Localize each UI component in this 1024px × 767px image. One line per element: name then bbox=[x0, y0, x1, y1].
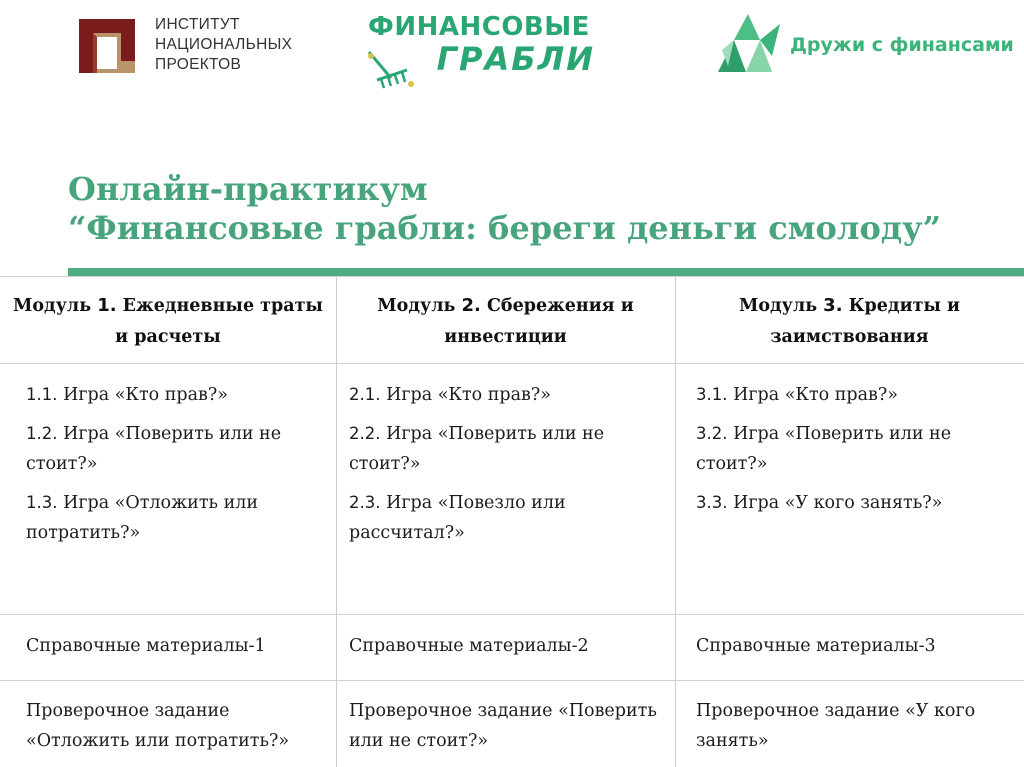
friends-with-finance-emblem-icon bbox=[712, 10, 784, 76]
table-border-top bbox=[0, 276, 1024, 277]
item-number: 2.3. bbox=[349, 493, 381, 512]
module-label: Модуль bbox=[13, 296, 98, 316]
table-border-header bbox=[0, 363, 1024, 364]
fg-logo-line2: ГРАБЛИ bbox=[436, 40, 595, 78]
item-text: Игра «Кто прав?» bbox=[727, 385, 898, 405]
item-number: 3.1. bbox=[696, 385, 728, 404]
module-2-items bbox=[349, 380, 649, 557]
module-label: Модуль bbox=[377, 296, 462, 316]
item-number: 1.1. bbox=[26, 385, 58, 404]
dsf-logo-text: Дружи с финансами bbox=[790, 34, 1014, 56]
institute-name bbox=[155, 15, 325, 75]
list-item[interactable] bbox=[26, 419, 326, 479]
item-text: Игра «У кого занять?» bbox=[727, 493, 943, 513]
module-subject: Сбережения и bbox=[480, 296, 634, 316]
list-item[interactable] bbox=[696, 380, 996, 410]
list-item[interactable] bbox=[349, 488, 649, 548]
module-3-reference-link[interactable]: Справочные материалы-3 bbox=[696, 636, 936, 656]
title-line2: “Финансовые грабли: береги деньги смолоду” bbox=[68, 209, 942, 247]
module-1-title-line2: и расчеты bbox=[115, 327, 221, 347]
list-item[interactable] bbox=[696, 488, 996, 518]
module-subject: Ежедневные траты bbox=[116, 296, 323, 316]
friends-with-finance-logo bbox=[712, 10, 1012, 76]
module-3-title bbox=[675, 290, 1024, 322]
module-3-check-task-link[interactable]: Проверочное задание «У кого занять» bbox=[696, 701, 976, 751]
financial-rakes-logo bbox=[363, 10, 595, 90]
list-item[interactable] bbox=[26, 380, 326, 410]
institute-name-line: ИНСТИТУТ bbox=[155, 16, 240, 33]
item-text: Игра «Кто прав?» bbox=[380, 385, 551, 405]
item-number: 3.3. bbox=[696, 493, 728, 512]
module-subject: Кредиты и bbox=[842, 296, 961, 316]
page-title bbox=[68, 170, 968, 248]
title-line1: Онлайн-практикум bbox=[68, 170, 428, 208]
item-number: 2.1. bbox=[349, 385, 381, 404]
item-text: Игра «Повезло или рассчитал?» bbox=[349, 493, 566, 543]
module-number: 1. bbox=[97, 295, 117, 316]
module-2-reference-link[interactable]: Справочные материалы-2 bbox=[349, 636, 589, 656]
list-item[interactable] bbox=[26, 488, 326, 548]
fg-logo-line1: ФИНАНСОВЫЕ bbox=[368, 12, 590, 42]
item-text: Игра «Поверить или не стоит?» bbox=[349, 424, 605, 474]
item-number: 1.2. bbox=[26, 424, 58, 443]
list-item[interactable] bbox=[349, 419, 649, 479]
item-text: Игра «Поверить или не стоит?» bbox=[696, 424, 952, 474]
module-2-header bbox=[336, 290, 675, 353]
list-item[interactable] bbox=[696, 419, 996, 479]
item-text: Игра «Кто прав?» bbox=[57, 385, 228, 405]
item-text: Игра «Отложить или потратить?» bbox=[26, 493, 259, 543]
institute-name-line: ПРОЕКТОВ bbox=[155, 56, 242, 73]
title-divider bbox=[68, 268, 1024, 276]
item-text: Игра «Поверить или не стоит?» bbox=[26, 424, 282, 474]
module-number: 3. bbox=[823, 295, 843, 316]
module-3-items bbox=[696, 380, 996, 527]
module-2-title bbox=[336, 290, 675, 322]
institute-logo bbox=[75, 15, 315, 77]
institute-name-line: НАЦИОНАЛЬНЫХ bbox=[155, 36, 293, 53]
module-1-check-task-link[interactable]: Проверочное задание «Отложить или потратить?» bbox=[26, 701, 290, 751]
table-border-reference bbox=[0, 680, 1024, 681]
module-label: Модуль bbox=[738, 296, 824, 316]
module-1-reference-link[interactable]: Справочные материалы-1 bbox=[26, 636, 266, 656]
module-3-title-line2: заимствования bbox=[770, 327, 929, 347]
institute-emblem-icon bbox=[75, 15, 139, 77]
item-number: 2.2. bbox=[349, 424, 381, 443]
module-1-title bbox=[0, 290, 336, 322]
module-1-header bbox=[0, 290, 336, 353]
item-number: 1.3. bbox=[26, 493, 58, 512]
module-1-items bbox=[26, 380, 326, 557]
module-3-header bbox=[675, 290, 1024, 353]
table-border-items bbox=[0, 614, 1024, 615]
module-2-title-line2: инвестиции bbox=[444, 327, 567, 347]
list-item[interactable] bbox=[349, 380, 649, 410]
module-number: 2. bbox=[461, 295, 481, 316]
item-number: 3.2. bbox=[696, 424, 728, 443]
module-2-check-task-link[interactable]: Проверочное задание «Поверить или не стоит?» bbox=[349, 701, 657, 751]
